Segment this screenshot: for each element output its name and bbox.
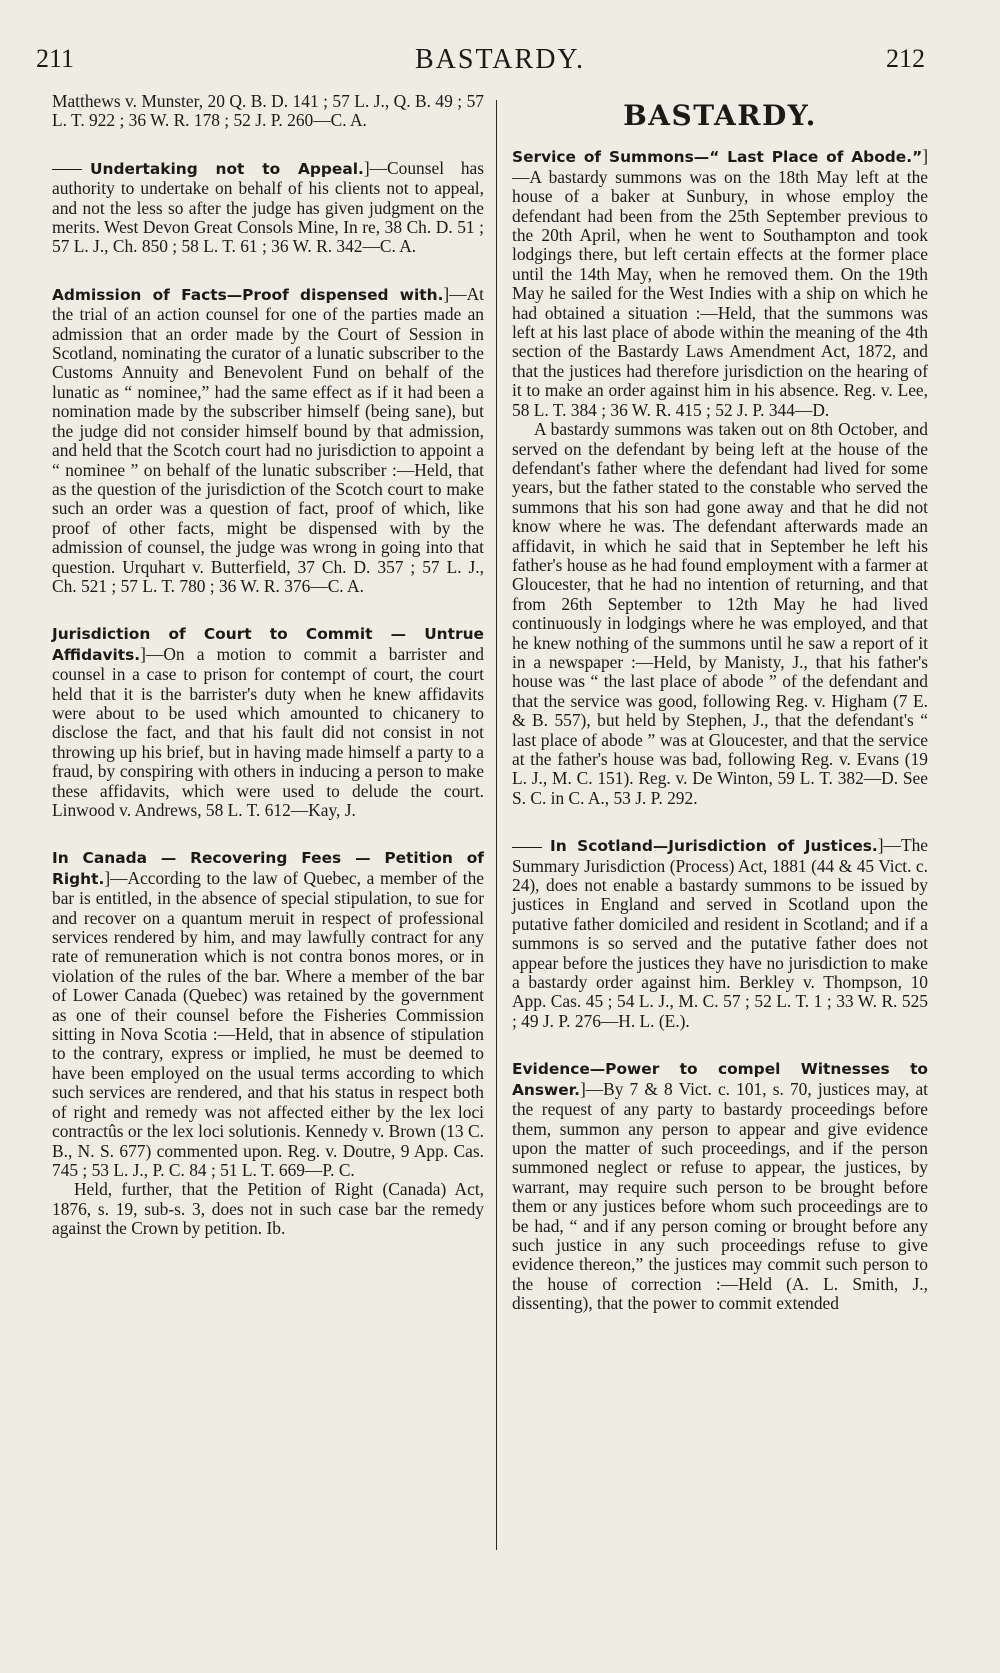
entry-heading: Evidence—Power to compel Witnesses to Answer. bbox=[512, 1060, 928, 1099]
entry-canada-fees bbox=[52, 848, 484, 1238]
entry-heading: In Canada — Recovering Fees — Petition of Right. bbox=[52, 849, 484, 888]
entry-heading: Undertaking not to Appeal. bbox=[90, 159, 364, 178]
left-column bbox=[52, 92, 484, 1267]
right-column bbox=[512, 92, 928, 1342]
page-number-right: 212 bbox=[886, 44, 925, 73]
entry-heading: Service of Summons—“ Last Place of Abode.” bbox=[512, 148, 923, 167]
page-number-left: 211 bbox=[36, 44, 75, 73]
entry-text: ]—At the trial of an action counsel for one of the parties made an admission that an order made by the Court of Session in Scotland, nominating the curator of a lunatic subscriber to the Customs Annuity and Benevolent Fund on behalf of the lunatic as “ nominee,” had the same effect as if it had been a nomination made by the subscriber himself (being sane), but the judge did not consider himself bound by that admission, and held that the Scotch court had no jurisdiction to appoint a “ nominee ” on behalf of the lunatic subscriber :—Held, that as the question of the jurisdiction of the Scotch court to make such an order was a question of fact, proof of which, like proof of other facts, might be dispensed with by the admission of counsel, the judge was wrong in going into that question. Urquhart v. Butterfield, 37 Ch. D. 357 ; 57 L. J., Ch. 521 ; 57 L. T. 780 ; 36 W. R. 376—C. A. bbox=[52, 283, 484, 596]
entry-admission-of-facts bbox=[52, 285, 484, 597]
section-title: BASTARDY. bbox=[623, 99, 817, 132]
continuation-entry bbox=[52, 92, 484, 131]
entry-service-of-summons bbox=[512, 147, 928, 808]
entry-text: ]—According to the law of Quebec, a member of the bar is entitled, in the absence of special stipulation, to sue for and recover on a quantum meruit in respect of professional services rendered by him, and may lawfully contract for any rate of remuneration which is not contra bonos mores, or in violation of the rules of the bar. Where a member of the bar of Lower Canada (Quebec) was retained by the government as one of their counsel before the Fisheries Commission sitting in Nova Scotia :—Held, that in absence of stipulation to the contrary, express or implied, he must be deemed to have been employed on the usual terms according to which such services are rendered, and that his status in respect both of right and remedy was not affected either by the lex loci contractûs or the lex loci solutionis. Kennedy v. Brown (13 C. B., N. S. 677) commented upon. Reg. v. Doutre, 9 App. Cas. 745 ; 53 L. J., P. C. 84 ; 51 L. T. 669—P. C. bbox=[52, 867, 484, 1180]
entry-undertaking bbox=[52, 159, 484, 257]
column-divider bbox=[496, 100, 497, 1550]
entry-in-scotland bbox=[512, 836, 928, 1031]
entry-text-continued: A bastardy summons was taken out on 8th October, and served on the defendant by being left at the house of the defendant's father where the defendant had lived for some years, but the father stated to the constable who served the summons that his son had gone away and that he did not know where he was. The defendant afterwards made an affidavit, in which he said that in September he left his father's house as he had found employment with a farmer at Gloucester, that he had no intention of returning, and that from 26th September to 12th May he had lived continuously in lodgings where he was employed, and that he knew nothing of the summons until he saw a report of it in a newspaper :—Held, by Manisty, J., that his father's house was “ the last place of abode ” of the defendant and that the service was good, following Reg. v. Higham (7 E. & B. 557), but held by Stephen, J., that the defendant's “ last place of abode ” was at Gloucester, and that the service at the father's house was bad, following Reg. v. Evans (19 L. J., M. C. 151). Reg. v. De Winton, 59 L. T. 382—D. See S. C. in C. A., 53 J. P. 292. bbox=[512, 419, 928, 808]
entry-text: ]—The Summary Jurisdiction (Process) Act, 1881 (44 & 45 Vict. c. 24), does not enable a bastardy summons to be issued by justices in England and served in Scotland upon the putative father domiciled and resident in Scotland; and if a summons is so served and the putative father does not appear before the justices they have no jurisdiction to make a bastardy order against him. Berkley v. Thompson, 10 App. Cas. 45 ; 54 L. J., M. C. 57 ; 52 L. T. 1 ; 33 W. R. 525 ; 49 J. P. 276—H. L. (E.). bbox=[512, 835, 928, 1031]
entry-text: ]—A bastardy summons was on the 18th May left at the house of a baker at Sunbury, in whose employ the defendant had been from the 25th September previous to the 20th April, when he went to Southampton and took lodgings there, but left certain effects at the former place until the 14th May, when he removed them. On the 19th May he sailed for the West Indies with a ship on which he had obtained a situation :—Held, that the summons was left at his last place of abode within the meaning of the 4th section of the Bastardy Laws Amendment Act, 1872, and that the justices had therefore jurisdiction on the hearing of it to make an order against him in his absence. Reg. v. Lee, 58 L. T. 384 ; 36 W. R. 415 ; 52 J. P. 344—D. bbox=[512, 146, 928, 420]
dash-rule bbox=[52, 169, 82, 170]
entry-text: ]—On a motion to commit a barrister and counsel in a case to prison for contempt of court, the court held that it is the barrister's duty when he knew affidavits were about to be used which amounted to chicanery to disclose the fact, and that his fault did not consist in not throwing up his brief, but in having made himself a party to a fraud, by conspiring with others in inducing a person to make these affidavits, which were used to delude the court. Linwood v. Andrews, 58 L. T. 612—Kay, J. bbox=[52, 643, 484, 820]
continuation-text: Matthews v. Munster, 20 Q. B. D. 141 ; 57 L. J., Q. B. 49 ; 57 L. T. 922 ; 36 W. R. 178 ; 52 J. P. 260—C. A. bbox=[52, 91, 484, 131]
entry-text: ]—By 7 & 8 Vict. c. 101, s. 70, justices may, at the request of any party to bastardy proceedings before them, summon any person to appear and give evidence upon the matter of such proceedings, and if the person summoned neglect or refuse to appear, the justices, by warrant, may require such person to be brought before them or any justices before whom such proceedings are to be had, “ and if any person coming or brought before any such justice in any such proceedings refuse to give evidence thereon,” the justices may commit such person to the house of correction :—Held (A. L. Smith, J., dissenting), that the power to commit extended bbox=[512, 1078, 928, 1314]
dash-rule bbox=[512, 847, 542, 848]
entry-heading: Admission of Facts—Proof dispensed with. bbox=[52, 285, 444, 304]
entry-text: ]—Counsel has authority to undertake on behalf of his clients not to appeal, and not the less so after the judge has given judgment on the merits. West Devon Great Consols Mine, In re, 38 Ch. D. 51 ; 57 L. J., Ch. 850 ; 58 L. T. 61 ; 36 W. R. 342—C. A. bbox=[52, 157, 485, 257]
entry-heading: In Scotland—Jurisdiction of Justices. bbox=[550, 837, 878, 856]
entry-heading: Jurisdiction of Court to Commit — Untrue Affidavits. bbox=[52, 625, 484, 664]
entry-jurisdiction-commit bbox=[52, 624, 484, 820]
entry-text-continued: Held, further, that the Petition of Right (Canada) Act, 1876, s. 19, sub-s. 3, does not in such case bar the remedy against the Crown by petition. Ib. bbox=[52, 1179, 484, 1239]
running-title: BASTARDY. bbox=[414, 44, 586, 75]
entry-evidence bbox=[512, 1059, 928, 1313]
